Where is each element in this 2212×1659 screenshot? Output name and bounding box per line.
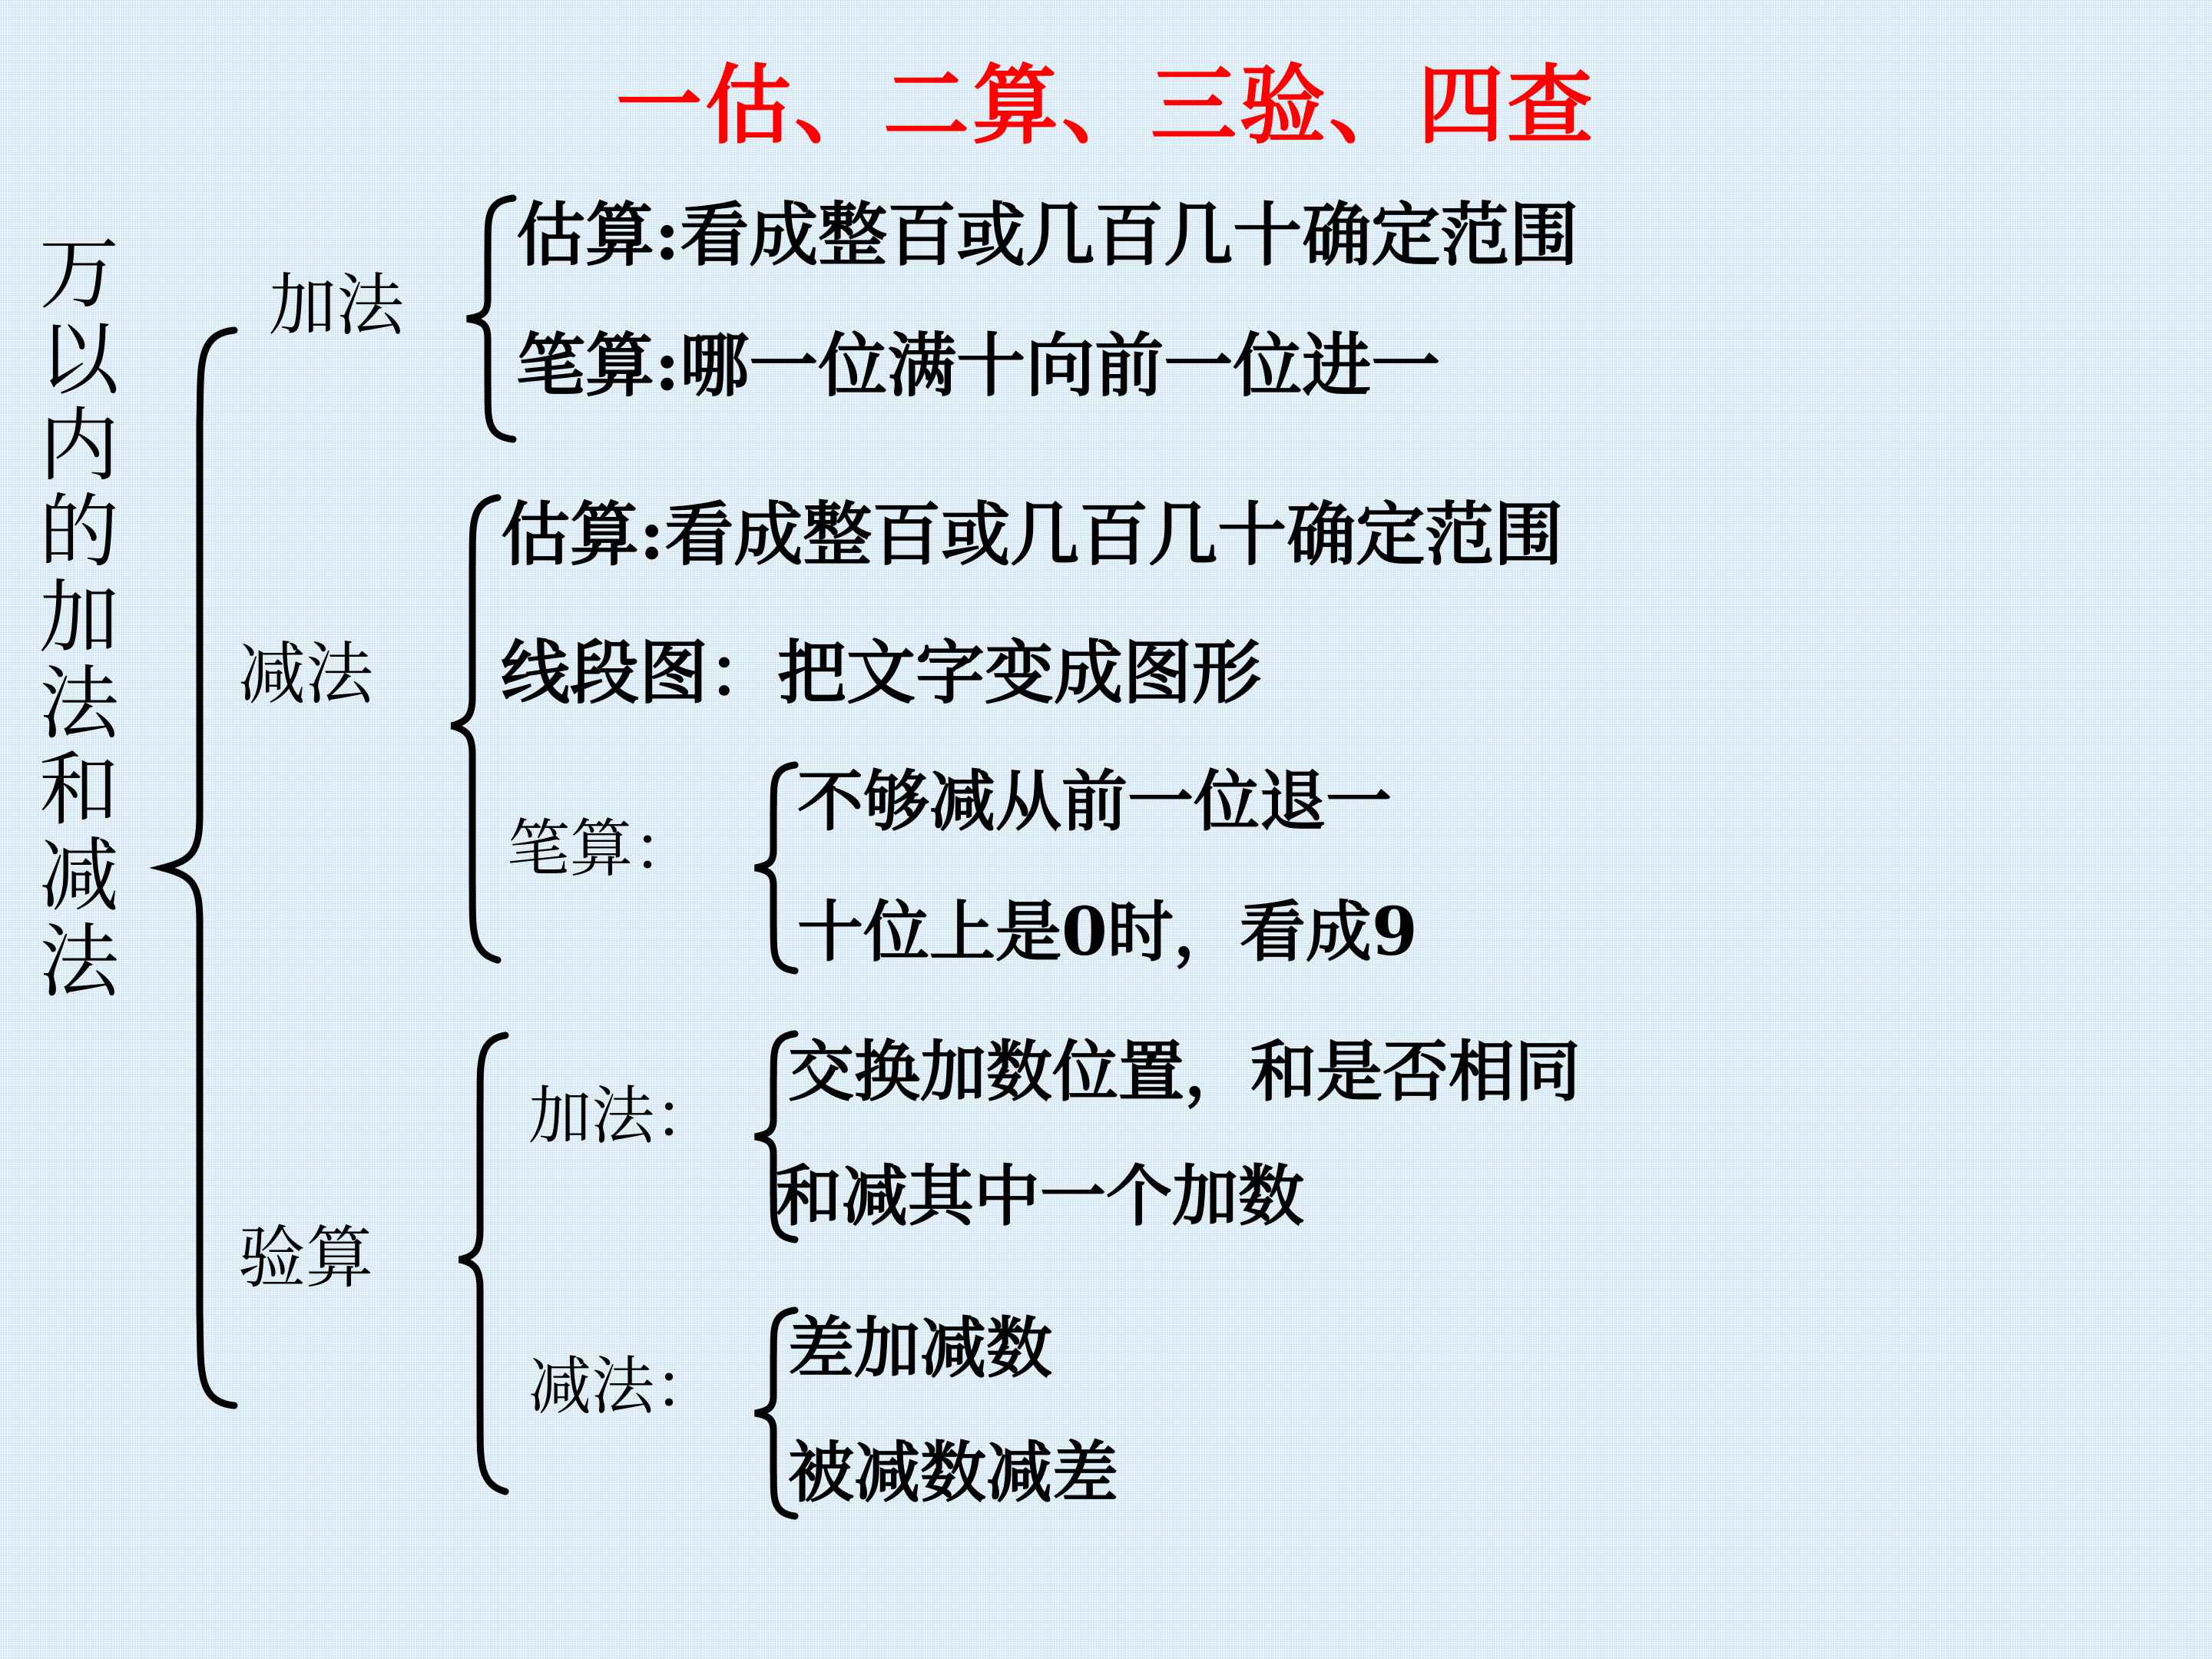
branch-brace-addition xyxy=(461,192,522,445)
leaf-check-addition-minus-addend: 和减其中一个加数 xyxy=(776,1157,1304,1235)
branch-brace-check xyxy=(453,1029,515,1498)
root-char: 和 xyxy=(38,743,119,836)
branch-brace-subtraction xyxy=(445,492,507,968)
branch-label-subtraction: 减法 xyxy=(238,634,374,714)
root-char: 万 xyxy=(38,227,119,320)
leaf-addition-written: 笔算:哪一位满十向前一位进一 xyxy=(516,325,1441,406)
root-char: 法 xyxy=(38,657,119,750)
root-char: 的 xyxy=(38,485,119,578)
root-char: 加 xyxy=(38,571,119,664)
root-char: 以 xyxy=(38,313,119,406)
root-node-label xyxy=(14,227,144,1008)
leaf-check-addition-swap: 交换加数位置，和是否相同 xyxy=(788,1033,1581,1111)
root-char: 减 xyxy=(38,829,119,922)
subnode-label-subtraction-written: 笔算： xyxy=(507,813,697,886)
page-title: 一估、二算、三验、四查 xyxy=(616,55,1596,156)
subnode-label-check-addition: 加法： xyxy=(528,1080,718,1153)
leaf-addition-estimate: 估算:看成整百或几百几十确定范围 xyxy=(516,194,1579,276)
root-char: 内 xyxy=(38,399,119,492)
leaf-subtraction-borrow: 不够减从前一位退一 xyxy=(797,763,1392,840)
subnode-label-check-subtraction: 减法： xyxy=(528,1350,718,1423)
root-brace xyxy=(154,323,246,1413)
leaf-subtraction-linediagram: 线段图：把文字变成图形 xyxy=(501,632,1261,714)
subnode-brace-subtraction-written xyxy=(749,760,803,975)
branch-label-check: 验算 xyxy=(238,1218,374,1297)
leaf-check-subtraction-minuend-minus-diff: 被减数减差 xyxy=(788,1434,1118,1512)
leaf-check-subtraction-add-subtrahend: 差加减数 xyxy=(788,1310,1052,1387)
root-char: 法 xyxy=(38,915,119,1008)
branch-label-addition: 加法 xyxy=(269,266,405,345)
leaf-subtraction-zero-tens: 十位上是0时，看成9 xyxy=(797,893,1418,971)
leaf-subtraction-estimate: 估算:看成整百或几百几十确定范围 xyxy=(501,494,1564,575)
